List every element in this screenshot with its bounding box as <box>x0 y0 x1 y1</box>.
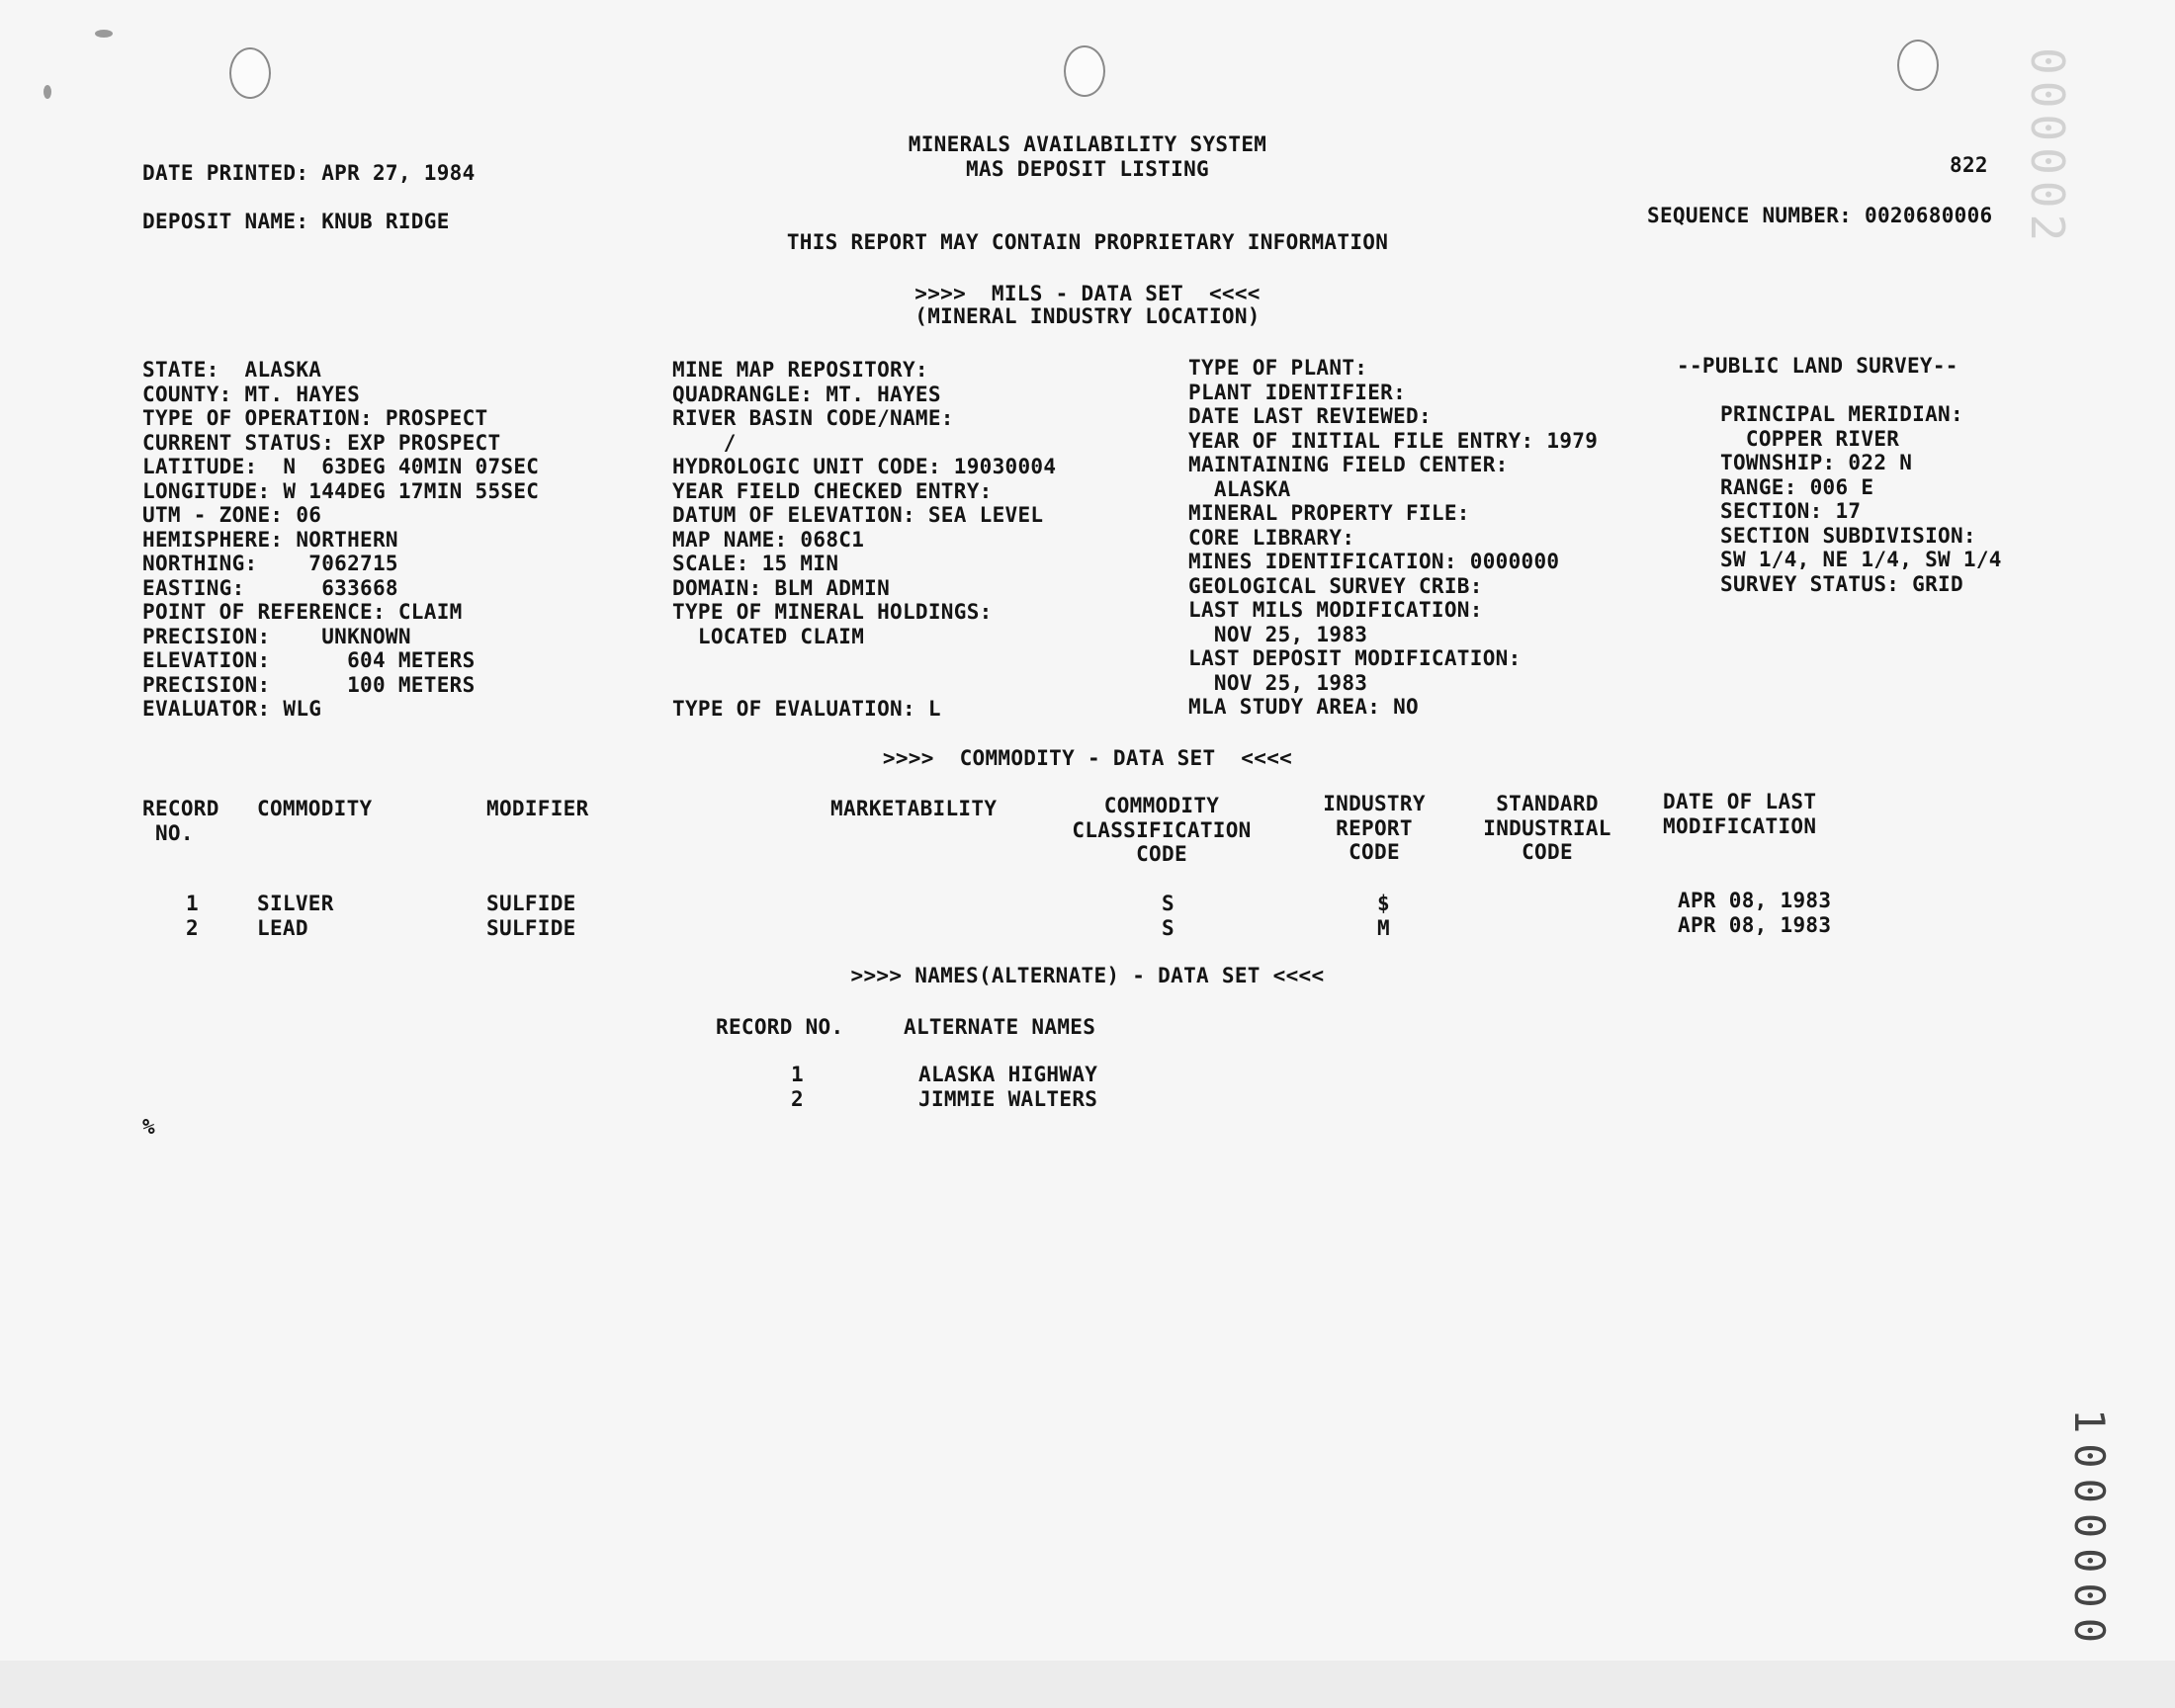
ink-smudge <box>44 85 51 99</box>
commodity-header-date-last-modification: DATE OF LAST MODIFICATION <box>1663 790 1817 838</box>
mils-field: CURRENT STATUS: EXP PROSPECT <box>142 430 501 455</box>
mils-field: EASTING: 633668 <box>142 575 398 600</box>
mils-field: MINES IDENTIFICATION: 0000000 <box>1188 550 1560 573</box>
date-printed: DATE PRINTED: APR 27, 1984 <box>142 161 476 185</box>
commodity-record-no: 1 <box>186 892 199 915</box>
page-number: 822 <box>1950 153 1988 177</box>
commodity-date-last-modification: APR 08, 1983 <box>1678 889 1832 912</box>
mils-field: MINERAL PROPERTY FILE: <box>1188 501 1470 525</box>
mils-field: LONGITUDE: W 144DEG 17MIN 55SEC <box>142 478 540 503</box>
mils-field: QUADRANGLE: MT. HAYES <box>672 382 941 406</box>
alternate-name: ALASKA HIGHWAY <box>918 1063 1098 1086</box>
mils-field: NORTHING: 7062715 <box>142 552 398 575</box>
commodity-classification-code: S <box>1162 892 1174 915</box>
mils-field: SURVEY STATUS: GRID <box>1720 571 1963 596</box>
mils-field: SECTION SUBDIVISION: <box>1720 523 1976 548</box>
commodity-header-modifier: MODIFIER <box>486 797 589 820</box>
names-header-record-no: RECORD NO. <box>716 1015 844 1039</box>
mils-field: HEMISPHERE: NORTHERN <box>142 527 398 552</box>
mils-field: / <box>672 430 737 455</box>
mils-field: PRINCIPAL MERIDIAN: <box>1720 402 1963 426</box>
alternate-name-record-no: 2 <box>791 1087 804 1111</box>
commodity-header-standard-industrial: STANDARD INDUSTRIAL CODE <box>1483 792 1611 864</box>
mils-field: HYDROLOGIC UNIT CODE: 19030004 <box>672 455 1057 478</box>
commodity-date-last-modification: APR 08, 1983 <box>1678 913 1832 937</box>
commodity-record-no: 2 <box>186 916 199 940</box>
names-heading: >>>> NAMES(ALTERNATE) - DATA SET <<<< <box>850 964 1325 987</box>
mils-field: PRECISION: UNKNOWN <box>142 624 411 648</box>
footer-mark: % <box>142 1115 155 1139</box>
mils-field: YEAR FIELD CHECKED ENTRY: <box>672 478 993 503</box>
sequence-number: SEQUENCE NUMBER: 0020680006 <box>1647 204 1993 227</box>
mils-field: TYPE OF EVALUATION: L <box>672 697 941 721</box>
mils-field: EVALUATOR: WLG <box>142 697 322 721</box>
mils-field: TYPE OF OPERATION: PROSPECT <box>142 406 488 430</box>
commodity-industry-report-code: $ <box>1377 892 1390 915</box>
commodity-name: SILVER <box>257 892 334 915</box>
mils-field: NOV 25, 1983 <box>1188 670 1368 695</box>
mils-field: LOCATED CLAIM <box>672 624 865 648</box>
mils-field: LATITUDE: N 63DEG 40MIN 07SEC <box>142 455 540 478</box>
commodity-industry-report-code: M <box>1377 916 1390 940</box>
commodity-heading: >>>> COMMODITY - DATA SET <<<< <box>882 746 1293 770</box>
mils-field: ALASKA <box>1188 476 1291 501</box>
mils-field: SW 1/4, NE 1/4, SW 1/4 <box>1720 548 2002 571</box>
mils-field: LAST MILS MODIFICATION: <box>1188 598 1483 622</box>
mils-field: TYPE OF MINERAL HOLDINGS: <box>672 600 993 624</box>
mils-field: CORE LIBRARY: <box>1188 525 1355 550</box>
mils-field: SECTION: 17 <box>1720 499 1862 523</box>
mils-field: COPPER RIVER <box>1720 426 1900 451</box>
mils-field: MLA STUDY AREA: NO <box>1188 695 1419 719</box>
mils-field: DOMAIN: BLM ADMIN <box>672 575 891 600</box>
mils-field: YEAR OF INITIAL FILE ENTRY: 1979 <box>1188 428 1599 453</box>
mils-field: RANGE: 006 E <box>1720 474 1874 499</box>
commodity-classification-code: S <box>1162 916 1174 940</box>
ink-smudge <box>95 30 113 38</box>
listing-title: MAS DEPOSIT LISTING <box>966 157 1209 181</box>
mils-field: TOWNSHIP: 022 N <box>1720 451 1913 474</box>
punch-hole-left <box>229 47 271 99</box>
mils-field: NOV 25, 1983 <box>1188 622 1368 646</box>
stamp-bottom-right: 1000000 <box>2065 1409 2114 1654</box>
commodity-header-record-no: RECORD NO. <box>142 797 219 845</box>
system-title: MINERALS AVAILABILITY SYSTEM <box>908 132 1267 156</box>
stamp-top-right: 000002 <box>2021 47 2074 248</box>
mils-field: STATE: ALASKA <box>142 358 322 382</box>
mils-field: MAINTAINING FIELD CENTER: <box>1188 453 1509 476</box>
mils-field: ELEVATION: 604 METERS <box>142 648 476 672</box>
mils-field: GEOLOGICAL SURVEY CRIB: <box>1188 573 1483 598</box>
mils-field: --PUBLIC LAND SURVEY-- <box>1677 354 1958 378</box>
mils-field: PLANT IDENTIFIER: <box>1188 380 1407 404</box>
punch-hole-right <box>1897 40 1939 91</box>
mils-field: MINE MAP REPOSITORY: <box>672 358 928 382</box>
mils-heading: >>>> MILS - DATA SET <<<< <box>914 282 1261 305</box>
mils-field: SCALE: 15 MIN <box>672 552 839 575</box>
commodity-modifier: SULFIDE <box>486 892 576 915</box>
commodity-modifier: SULFIDE <box>486 916 576 940</box>
mils-field: LAST DEPOSIT MODIFICATION: <box>1188 646 1522 670</box>
commodity-header-commodity: COMMODITY <box>257 797 373 820</box>
punch-hole-center <box>1064 45 1105 97</box>
alternate-name: JIMMIE WALTERS <box>918 1087 1098 1111</box>
commodity-header-industry-report: INDUSTRY REPORT CODE <box>1323 792 1426 864</box>
mils-field: POINT OF REFERENCE: CLAIM <box>142 600 463 624</box>
commodity-name: LEAD <box>257 916 308 940</box>
mils-field: MAP NAME: 068C1 <box>672 527 865 552</box>
mils-field: DATE LAST REVIEWED: <box>1188 404 1432 428</box>
proprietary-notice: THIS REPORT MAY CONTAIN PROPRIETARY INFORMATION <box>786 230 1389 254</box>
names-header-alternate-names: ALTERNATE NAMES <box>904 1015 1096 1039</box>
commodity-header-marketability: MARKETABILITY <box>830 797 998 820</box>
mils-field: DATUM OF ELEVATION: SEA LEVEL <box>672 503 1044 527</box>
mils-field: TYPE OF PLANT: <box>1188 356 1368 380</box>
deposit-name: DEPOSIT NAME: KNUB RIDGE <box>142 210 450 233</box>
mils-field: PRECISION: 100 METERS <box>142 672 476 697</box>
commodity-header-classification: COMMODITY CLASSIFICATION CODE <box>1072 794 1252 866</box>
scan-edge <box>0 1661 2175 1708</box>
mils-field: COUNTY: MT. HAYES <box>142 382 361 406</box>
alternate-name-record-no: 1 <box>791 1063 804 1086</box>
mils-field: RIVER BASIN CODE/NAME: <box>672 406 954 430</box>
mils-field: UTM - ZONE: 06 <box>142 503 322 527</box>
mils-subheading: (MINERAL INDUSTRY LOCATION) <box>914 304 1261 328</box>
